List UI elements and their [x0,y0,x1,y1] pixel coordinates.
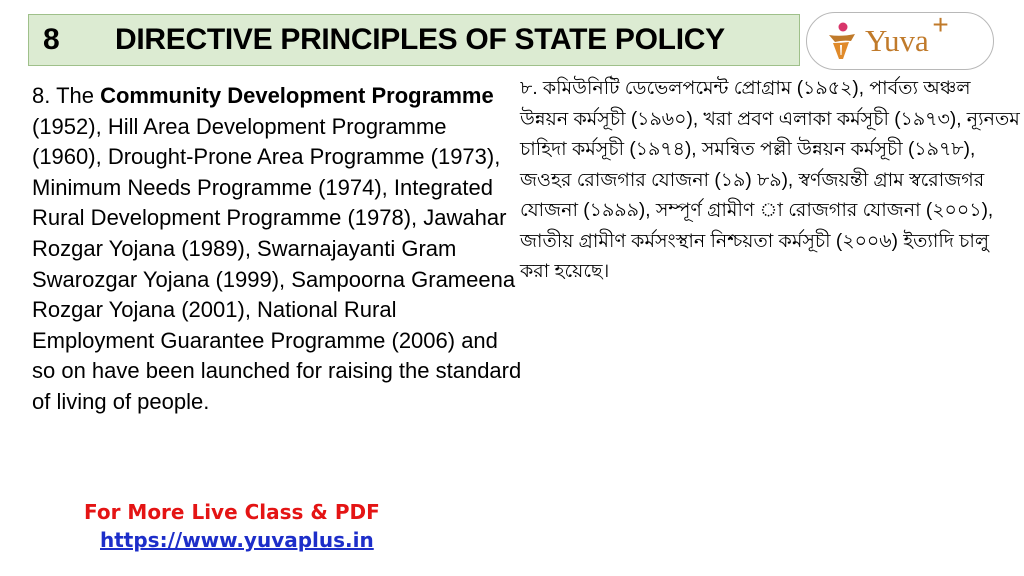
slide-title-banner [28,14,800,66]
slide-number: 8 [43,23,60,56]
logo-wordmark: Yuva + [865,9,949,58]
yuva-plus-logo [806,9,994,70]
logo-plus-mark: + [932,9,949,40]
more-classes-cta: For More Live Class & PDF [84,500,380,524]
bengali-paragraph: ৮. কমিউনিটি ডেভেলপমেন্ট প্রোগ্রাম (১৯৫২), পার্বত্য অঞ্চল উন্নয়ন কর্মসূচী (১৯৬০), খরা প্রবণ এলাকা কর্মসূচী (১৯৭৩), ন্যূনতম চাহিদা কর্মসূচী (১৯৭৪), সমন্বিত পল্লী উন্নয়ন কর্মসূচী (১৯৭৮), জওহর রোজগার যোজনা (১৯) ৮৯), স্বর্ণজয়ন্তী গ্রাম স্বরোজগর যোজনা (১৯৯৯), সম্পূর্ণ গ্রামীণ া রোজগার যোজনা (২০০১), জাতীয় গ্রামীণ কর্মসংস্থান নিশ্চয়তা কর্মসূচী (২০০৬) ইত্যাদি চালু করা হয়েছে। [520,78,1020,282]
english-bold-term: Community Development Programme [100,83,494,108]
website-link[interactable]: https://www.yuvaplus.in [100,528,374,552]
pen-person-logo-icon [821,21,861,61]
english-body: (1952), Hill Area Development Programme (1960), Drought-Prone Area Programme (1973), Minimum Needs Programme (1974), Integrated Rural Development Programme (1978), Jawahar Rozgar Yojana (1989), Swarnajayanti Gram Swarozgar Yojana (1999), Sampoorna Grameena Rozgar Yojana (2001), National Rural Employment Guarantee Programme (2006) and so on have been launched for raising the standard of living of people. [32,113,522,414]
slide-title: DIRECTIVE PRINCIPLES OF STATE POLICY [115,23,725,56]
english-prefix: 8. The [32,83,101,108]
english-paragraph [32,81,522,418]
